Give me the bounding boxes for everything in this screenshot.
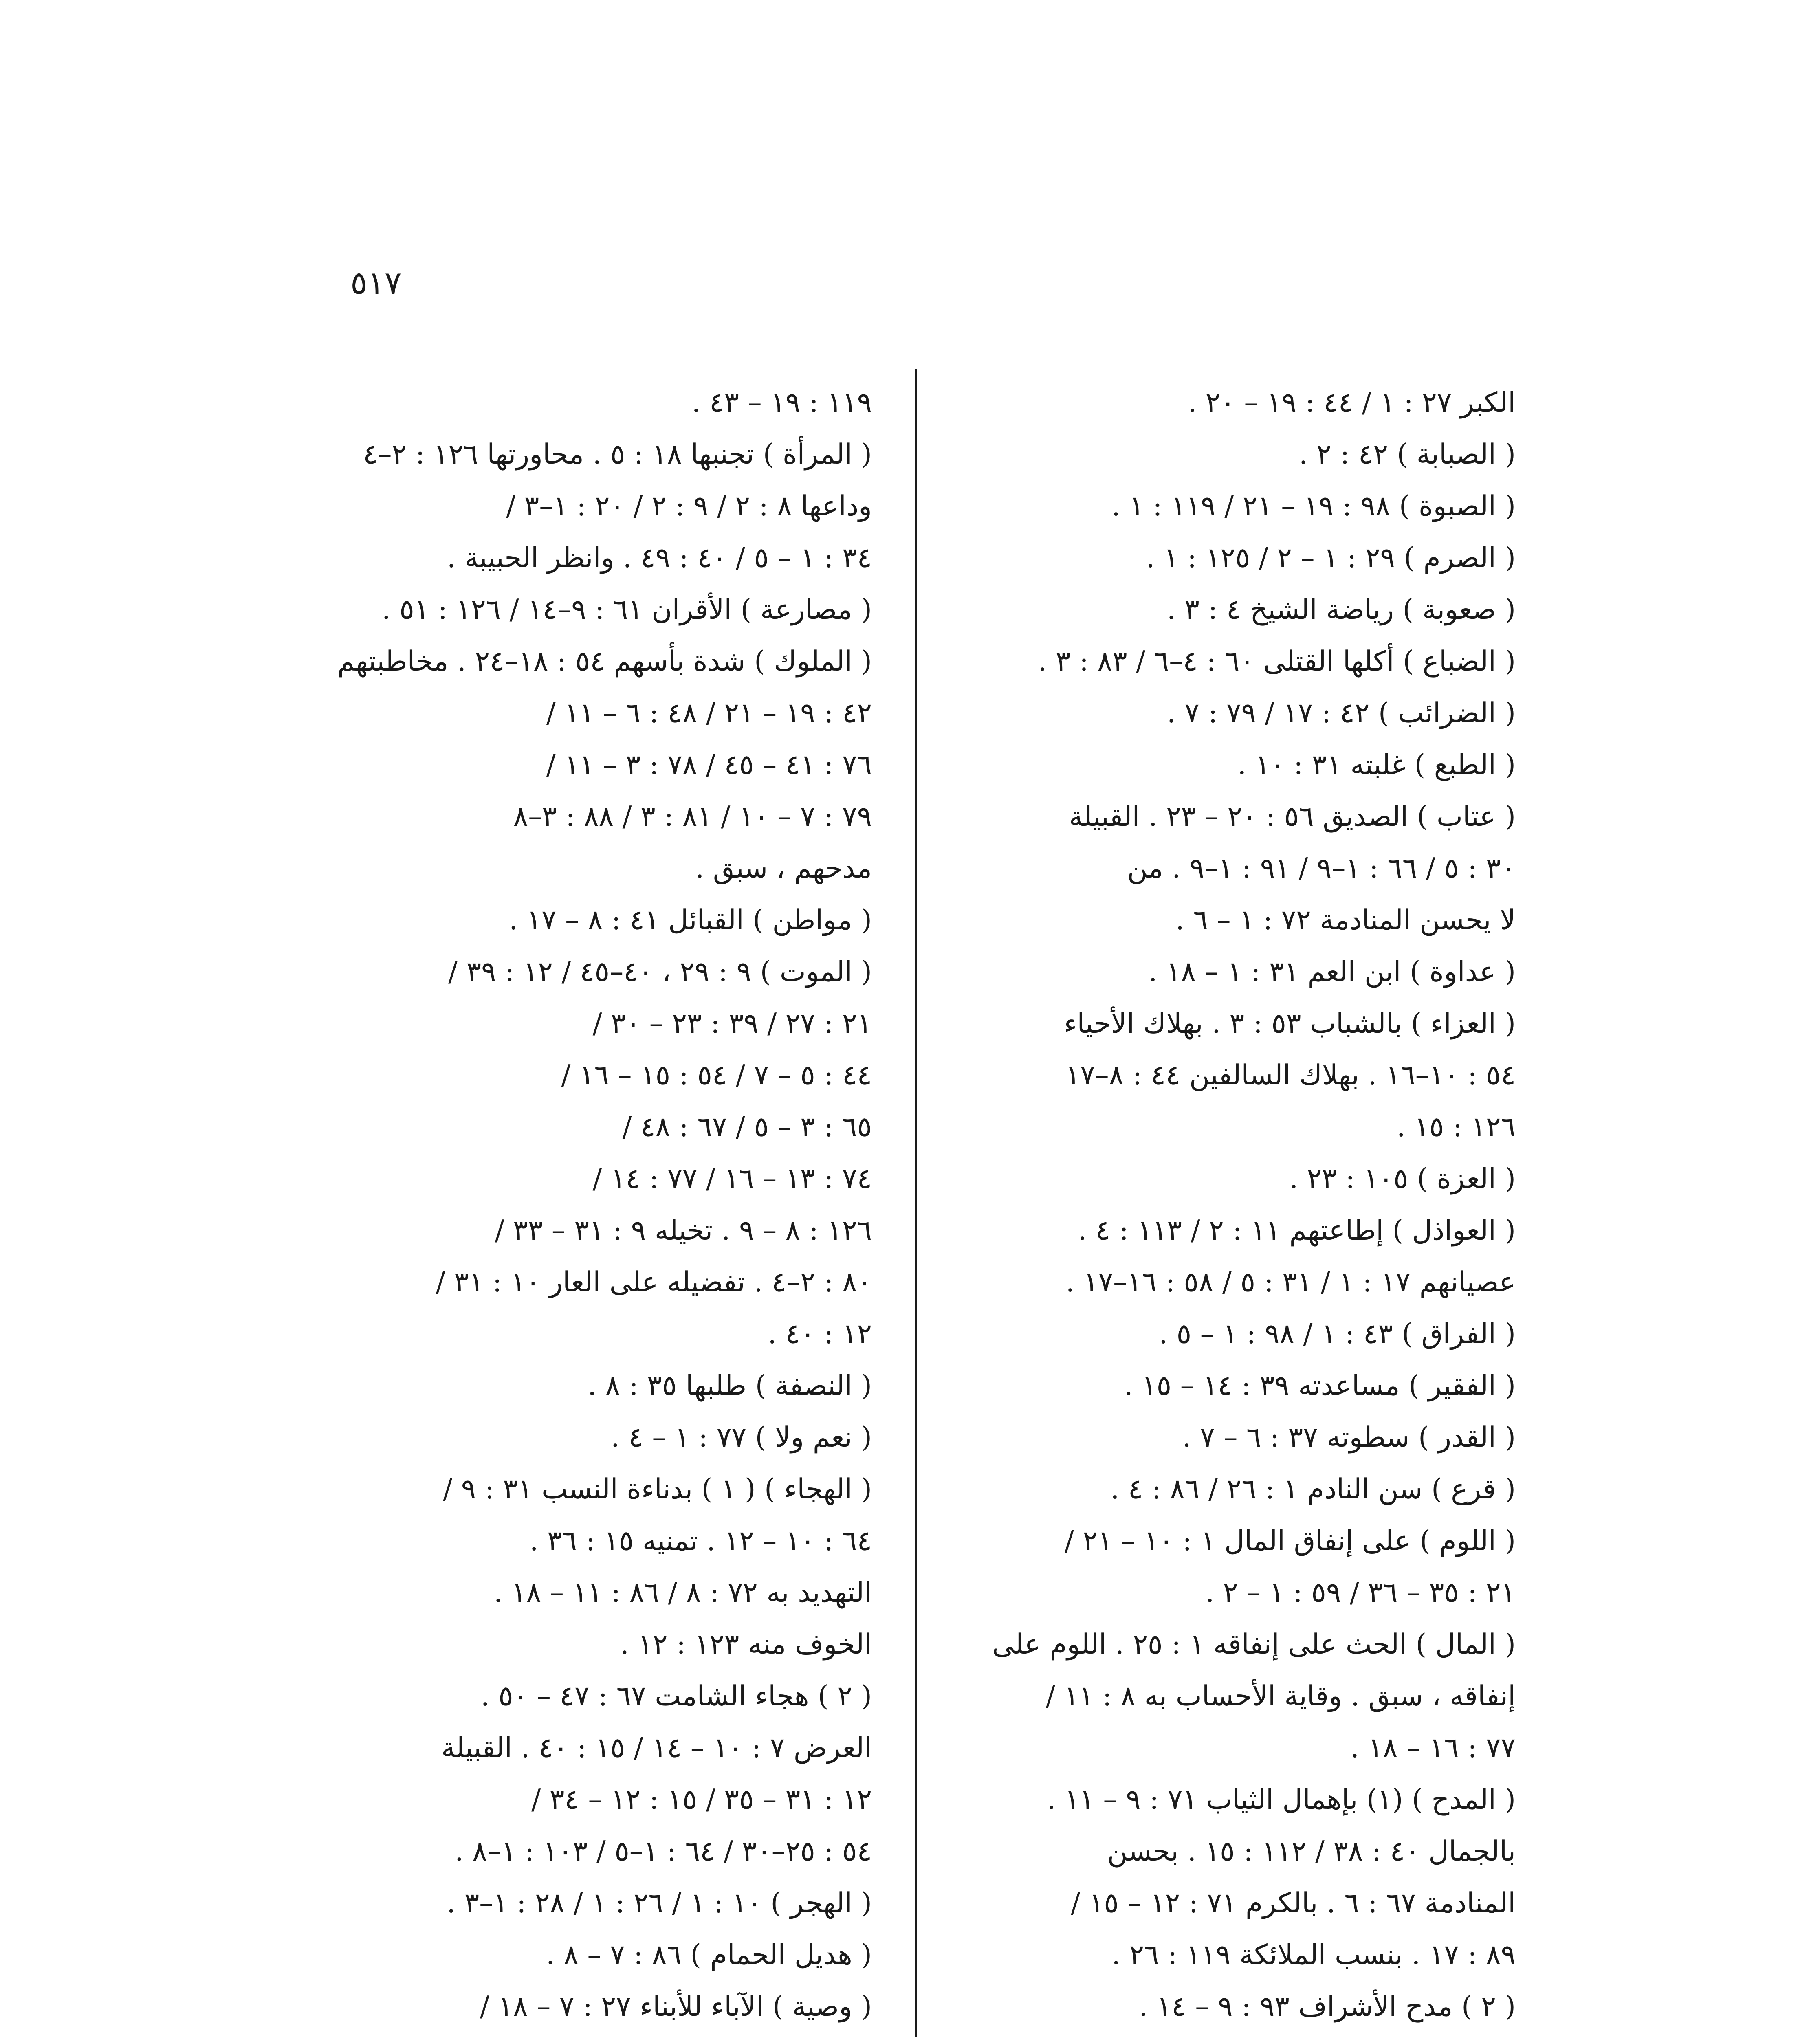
index-line: ٥٤ : ١٠–١٦ . بهلاك السالفين ٤٤ : ٨–١٧ — [1065, 1059, 1516, 1091]
index-line: ١٢٦ : ١٥ . — [1397, 1111, 1516, 1143]
index-column-left — [318, 377, 872, 2037]
index-line: ٦٥ : ٣ – ٥ / ٦٧ : ٤٨ / — [622, 1111, 872, 1143]
index-line: ( الملوك ) شدة بأسهم ٥٤ : ١٨–٢٤ . مخاطبتهم — [337, 645, 872, 678]
index-line: ٧٩ : ٧ – ١٠ / ٨١ : ٣ / ٨٨ : ٣–٨ — [513, 801, 872, 833]
index-line: ( اللوم ) على إنفاق المال ١ : ١٠ – ٢١ / — [1064, 1525, 1516, 1557]
index-line: ( الموت ) ٩ : ٢٩ ، ٤٠–٤٥ / ١٢ : ٣٩ / — [448, 956, 872, 988]
index-line: ( الفراق ) ٤٣ : ١ / ٩٨ : ١ – ٥ . — [1159, 1318, 1516, 1350]
index-line: ( قرع ) سن النادم ١ : ٢٦ / ٨٦ : ٤ . — [1110, 1473, 1516, 1505]
index-line: ( ٢ ) هجاء الشامت ٦٧ : ٤٧ – ٥٠ . — [480, 1680, 872, 1712]
index-line: ( وصية ) الآباء للأبناء ٢٧ : ٧ – ١٨ / — [480, 1991, 872, 2023]
index-line: عصيانهم ١٧ : ١ / ٣١ : ٥ / ٥٨ : ١٦–١٧ . — [1065, 1266, 1516, 1298]
index-line: الخوف منه ١٢٣ : ١٢ . — [620, 1628, 872, 1661]
index-line: ١٢ : ٣١ – ٣٥ / ١٥ : ١٢ – ٣٤ / — [531, 1784, 872, 1816]
index-line: ( هديل الحمام ) ٨٦ : ٧ – ٨ . — [546, 1939, 872, 1971]
index-line: ( صعوبة ) رياضة الشيخ ٤ : ٣ . — [1167, 594, 1516, 626]
index-line: ١١٩ : ١٩ – ٤٣ . — [691, 387, 872, 419]
index-line: ٧٧ : ١٦ – ١٨ . — [1350, 1732, 1516, 1764]
column-divider — [915, 369, 917, 2037]
index-line: ٨٠ : ٢–٤ . تفضيله على العار ١٠ : ٣١ / — [436, 1266, 872, 1298]
index-line: التهديد به ٧٢ : ٨ / ٨٦ : ١١ – ١٨ . — [493, 1577, 872, 1609]
index-line: ( العزاء ) بالشباب ٥٣ : ٣ . بهلاك الأحياء — [1064, 1008, 1516, 1040]
index-column-right — [949, 377, 1516, 2037]
index-line: ٨٩ : ١٧ . بنسب الملائكة ١١٩ : ٢٦ . — [1111, 1939, 1516, 1971]
index-line: إنفاقه ، سبق . وقاية الأحساب به ٨ : ١١ / — [1045, 1680, 1516, 1712]
index-line: ( الضرائب ) ٤٢ : ١٧ / ٧٩ : ٧ . — [1167, 697, 1516, 729]
index-line: ( المال ) الحث على إنفاقه ١ : ٢٥ . اللوم على — [992, 1628, 1516, 1661]
index-line: المنادمة ٦٧ : ٦ . بالكرم ٧١ : ١٢ – ١٥ / — [1071, 1887, 1516, 1919]
index-line: ٢١ : ٣٥ – ٣٦ / ٥٩ : ١ – ٢ . — [1205, 1577, 1516, 1609]
index-line: ١٢٦ : ٨ – ٩ . تخيله ٩ : ٣١ – ٣٣ / — [495, 1214, 872, 1247]
index-line: وداعها ٨ : ٢ / ٩ : ٢ / ٢٠ : ١–٣ / — [506, 490, 872, 522]
index-line: ١٢ : ٤٠ . — [768, 1318, 872, 1350]
index-line — [318, 2033, 872, 2037]
index-line: ٥٤ : ٢٥–٣٠ / ٦٤ : ١–٥ / ١٠٣ : ١–٨ . — [455, 1835, 872, 1868]
index-line: ( الهجاء ) ( ١ ) بدناءة النسب ٣١ : ٩ / — [443, 1473, 872, 1505]
index-line: بالجمال ٤٠ : ٣٨ / ١١٢ : ١٥ . بحسن — [1107, 1835, 1516, 1868]
index-line: ٤٢ : ١٩ – ٢١ / ٤٨ : ٦ – ١١ / — [546, 697, 872, 729]
index-line: ٢١ : ٢٧ / ٣٩ : ٢٣ – ٣٠ / — [592, 1008, 872, 1040]
index-line: ( عداوة ) ابن العم ٣١ : ١ – ١٨ . — [1148, 956, 1516, 988]
index-line: ( الضباع ) أكلها القتلى ٦٠ : ٤–٦ / ٨٣ : ٣ . — [1038, 645, 1516, 678]
index-line: ٦٤ : ١٠ – ١٢ . تمنيه ١٥ : ٣٦ . — [529, 1525, 872, 1557]
index-line: ( النصفة ) طلبها ٣٥ : ٨ . — [588, 1370, 872, 1402]
index-line: ٧٦ : ٤١ – ٤٥ / ٧٨ : ٣ – ١١ / — [546, 749, 872, 781]
index-line: ( مواطن ) القبائل ٤١ : ٨ – ١٧ . — [509, 904, 872, 936]
index-line: ( عتاب ) الصديق ٥٦ : ٢٠ – ٢٣ . القبيلة — [1069, 801, 1516, 833]
index-line: لا يحسن المنادمة ٧٢ : ١ – ٦ . — [1175, 904, 1516, 936]
index-line: ٣٠ : ٥ / ٦٦ : ١–٩ / ٩١ : ١–٩ . من — [1127, 852, 1516, 884]
index-line: ( الصرم ) ٢٩ : ١ – ٢ / ١٢٥ : ١ . — [1146, 542, 1516, 574]
index-line: ( الطبع ) غلبته ٣١ : ١٠ . — [1237, 749, 1516, 781]
index-line: ( ٢ ) مدح الأشراف ٩٣ : ٩ – ١٤ . — [1139, 1991, 1516, 2023]
index-line: ( العزة ) ١٠٥ : ٢٣ . — [1289, 1163, 1516, 1195]
index-line: ( مصارعة ) الأقران ٦١ : ٩–١٤ / ١٢٦ : ٥١ . — [382, 594, 872, 626]
index-line: ٤٤ : ٥ – ٧ / ٥٤ : ١٥ – ١٦ / — [561, 1059, 872, 1091]
index-line: ٣٤ : ١ – ٥ / ٤٠ : ٤٩ . وانظر الحبيبة . — [447, 542, 872, 574]
index-line: الكبر ٢٧ : ١ / ٤٤ : ١٩ – ٢٠ . — [1188, 387, 1516, 419]
index-line: ( المدح ) (١) بإهمال الثياب ٧١ : ٩ – ١١ . — [1047, 1784, 1516, 1816]
index-line: ( العواذل ) إطاعتهم ١١ : ٢ / ١١٣ : ٤ . — [1078, 1214, 1516, 1247]
page-number: ٥١٧ — [350, 265, 402, 301]
index-line: ( نعم ولا ) ٧٧ : ١ – ٤ . — [611, 1421, 872, 1454]
index-line: مدحهم ، سبق . — [695, 852, 872, 884]
index-line — [949, 2033, 1516, 2037]
index-line: ( الصبابة ) ٤٢ : ٢ . — [1298, 438, 1516, 471]
index-line: العرض ٧ : ١٠ – ١٤ / ١٥ : ٤٠ . القبيلة — [441, 1732, 872, 1764]
index-line: ( المرأة ) تجنبها ١٨ : ٥ . محاورتها ١٢٦ : ٢–٤ — [363, 438, 872, 471]
index-line: ( الصبوة ) ٩٨ : ١٩ – ٢١ / ١١٩ : ١ . — [1111, 490, 1516, 522]
index-line: ( القدر ) سطوته ٣٧ : ٦ – ٧ . — [1182, 1421, 1516, 1454]
index-line: ( الهجر ) ١٠ : ١ / ٢٦ : ١ / ٢٨ : ١–٣ . — [447, 1887, 872, 1919]
index-line: ٧٤ : ١٣ – ١٦ / ٧٧ : ١٤ / — [592, 1163, 872, 1195]
index-line: ( الفقير ) مساعدته ٣٩ : ١٤ – ١٥ . — [1124, 1370, 1516, 1402]
